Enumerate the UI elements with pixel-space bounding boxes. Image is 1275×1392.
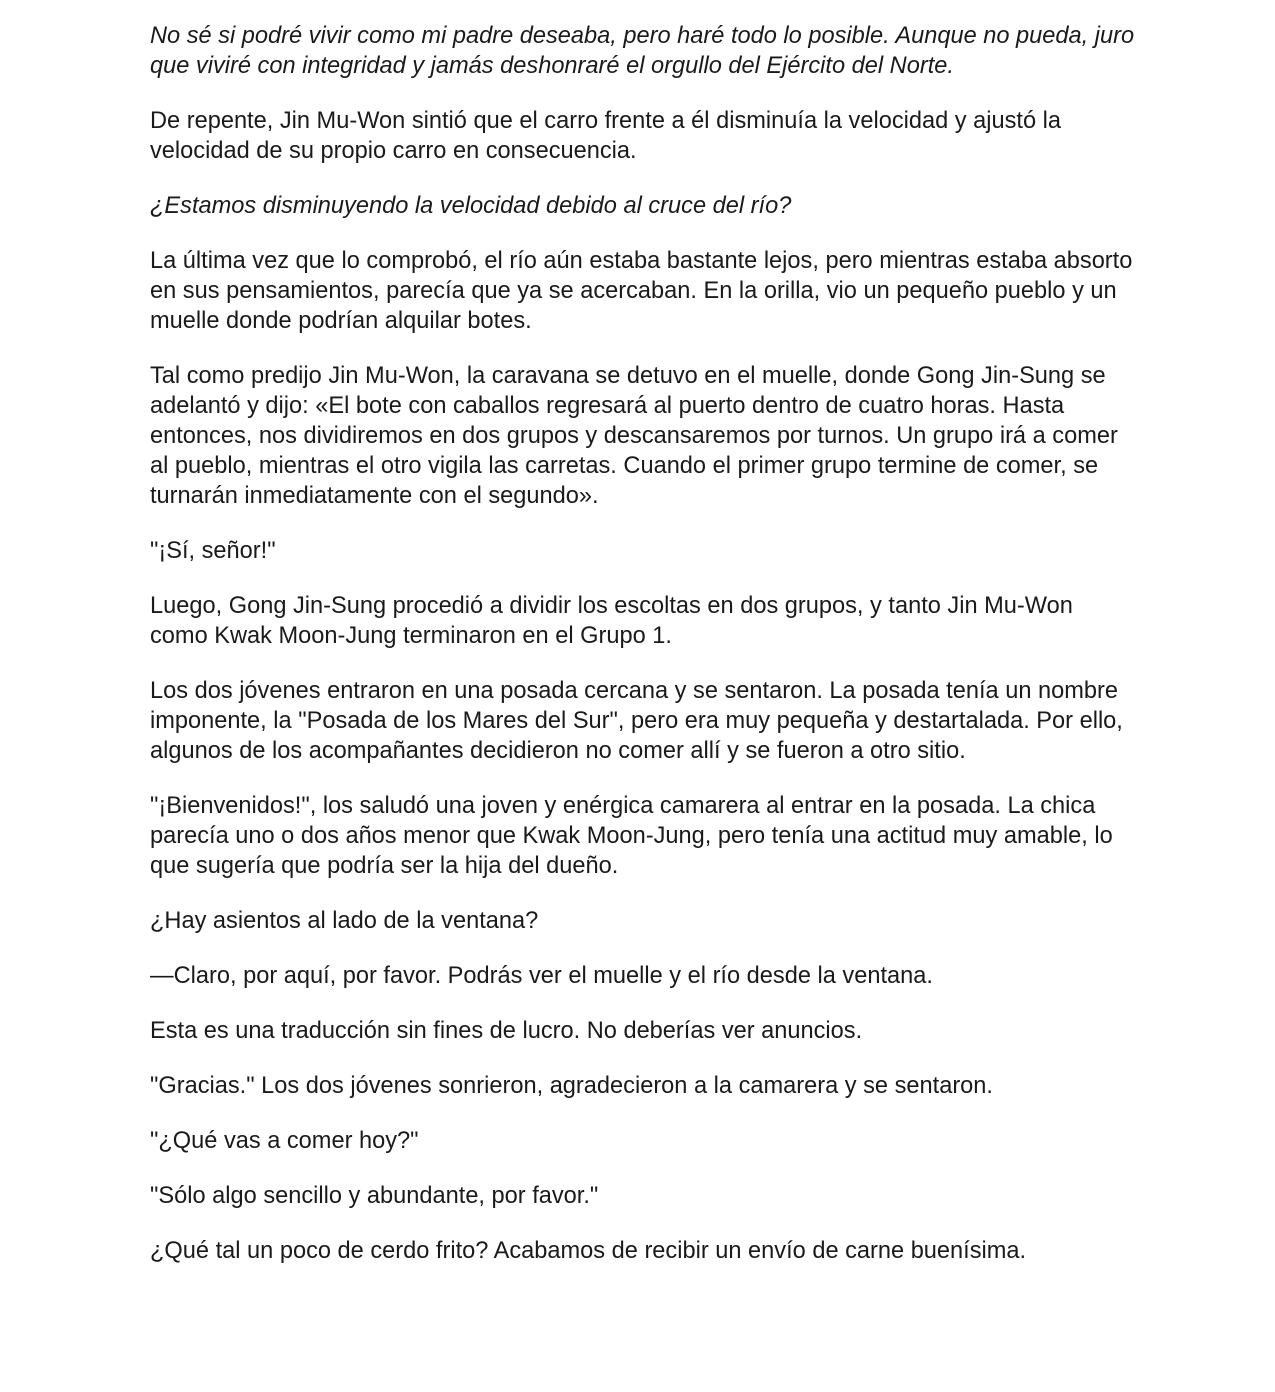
paragraph: No sé si podré vivir como mi padre deseaba, pero haré todo lo posible. Aunque no pueda, juro que viviré con integridad y jamás deshonraré el orgullo del Ejército del Norte. [150, 23, 1135, 79]
paragraph: "Sólo algo sencillo y abundante, por favor." [150, 1183, 599, 1209]
paragraph: "¡Sí, señor!" [150, 538, 276, 564]
paragraph: Esta es una traducción sin fines de lucro. No deberías ver anuncios. [150, 1018, 863, 1044]
paragraph: La última vez que lo comprobó, el río aún estaba bastante lejos, pero mientras estaba absorto en sus pensamientos, parecía que ya se acercaban. En la orilla, vio un pequeño pueblo y un muelle donde podrían alquilar botes. [150, 248, 1133, 334]
paragraph: "¡Bienvenidos!", los saludó una joven y enérgica camarera al entrar en la posada. La chica parecía uno o dos años menor que Kwak Moon-Jung, pero tenía una actitud muy amable, lo que sugería que podría ser la hija del dueño. [150, 793, 1113, 879]
paragraph: "Gracias." Los dos jóvenes sonrieron, agradecieron a la camarera y se sentaron. [150, 1073, 993, 1099]
paragraph: "¿Qué vas a comer hoy?" [150, 1128, 419, 1154]
paragraph: Tal como predijo Jin Mu-Won, la caravana se detuvo en el muelle, donde Gong Jin-Sung se adelantó y dijo: «El bote con caballos regresará al puerto dentro de cuatro horas. Hasta entonces, nos dividiremos en dos grupos y descansaremos por turnos. Un grupo irá a comer al pueblo, mientras el otro vigila las carretas. Cuando el primer grupo termine de comer, se turnarán inmediatamente con el segundo». [150, 363, 1118, 509]
paragraph: Luego, Gong Jin-Sung procedió a dividir los escoltas en dos grupos, y tanto Jin Mu-Won como Kwak Moon-Jung terminaron en el Grupo 1. [150, 593, 1073, 649]
paragraph: ¿Qué tal un poco de cerdo frito? Acabamos de recibir un envío de carne buenísima. [150, 1238, 1027, 1264]
paragraph: Los dos jóvenes entraron en una posada cercana y se sentaron. La posada tenía un nombre imponente, la "Posada de los Mares del Sur", pero era muy pequeña y destartalada. Por ello, algunos de los acompañantes decidieron no comer allí y se fueron a otro sitio. [150, 678, 1123, 764]
paragraph: —Claro, por aquí, por favor. Podrás ver el muelle y el río desde la ventana. [150, 963, 933, 989]
paragraph: De repente, Jin Mu-Won sintió que el carro frente a él disminuía la velocidad y ajustó la velocidad de su propio carro en consecuencia. [150, 108, 1062, 164]
paragraph: ¿Estamos disminuyendo la velocidad debido al cruce del río? [150, 193, 792, 219]
document-page [150, 21, 1135, 1291]
paragraph: ¿Hay asientos al lado de la ventana? [150, 908, 539, 934]
